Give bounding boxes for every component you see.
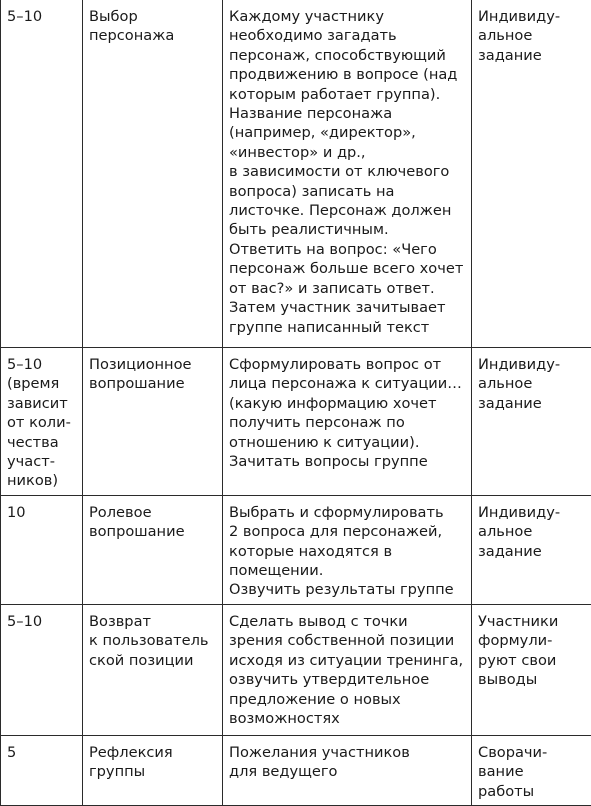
time-cell: 5–10 (1, 0, 83, 348)
table-row (1, 495, 591, 604)
form-cell: Сворачи- вание работы (472, 735, 591, 805)
stage-cell: Рефлексия группы (83, 735, 223, 805)
time-cell: 5 (1, 735, 83, 805)
form-cell: Участники формули- руют свои выводы (472, 604, 591, 735)
form-cell: Индивиду- альное задание (472, 495, 591, 604)
table-row (1, 735, 591, 805)
stage-cell: Выбор персонажа (83, 0, 223, 348)
content-cell: Сформулировать вопрос от лица персонажа к ситуации… (какую информацию хочет получить персонаж по отношению к ситуации). Зачитать вопросы группе (223, 348, 472, 496)
stage-cell: Ролевое вопрошание (83, 495, 223, 604)
stage-cell: Позиционное вопрошание (83, 348, 223, 496)
content-cell: Сделать вывод с точки зрения собственной позиции исходя из ситуации тренинга, озвучить утвердительное предложение о новых возможностях (223, 604, 472, 735)
table-row (1, 0, 591, 348)
time-cell: 5–10 (1, 604, 83, 735)
stage-cell: Возврат к пользователь ской позиции (83, 604, 223, 735)
content-cell: Каждому участнику необходимо загадать персонаж, способствующий продвижению в вопросе (над которым работает группа). Название персонажа (например, «директор», «инвестор» и др., в зависимости от ключевого вопроса) записать на листочке. Персонаж должен быть реалистичным. Ответить на вопрос: «Чего персонаж больше всего хочет от вас?» и записать ответ. Затем участник зачитывает группе написанный текст (223, 0, 472, 348)
content-cell: Выбрать и сформулировать 2 вопроса для персонажей, которые находятся в помещении. Озвучить результаты группе (223, 495, 472, 604)
content-cell: Пожелания участников для ведущего (223, 735, 472, 805)
time-cell: 10 (1, 495, 83, 604)
table-row (1, 348, 591, 496)
form-cell: Индивиду- альное задание (472, 348, 591, 496)
time-cell: 5–10 (время зависит от коли- чества участ- ников) (1, 348, 83, 496)
form-cell: Индивиду- альное задание (472, 0, 591, 348)
table-row (1, 604, 591, 735)
